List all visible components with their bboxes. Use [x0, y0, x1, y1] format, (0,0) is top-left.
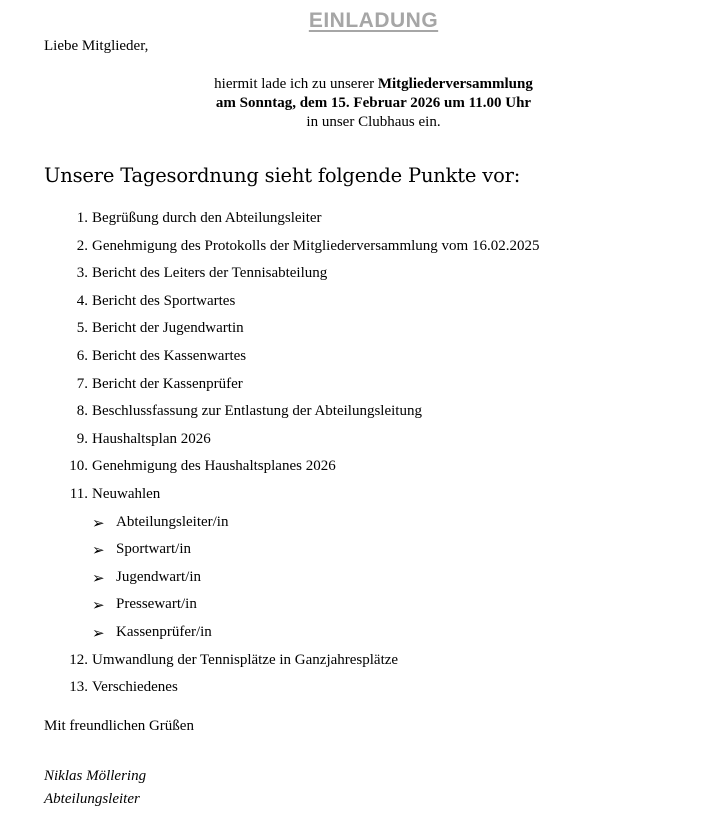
- agenda-item-text: Bericht der Kassenprüfer: [92, 375, 243, 392]
- agenda-item-number: 6.: [76, 348, 88, 364]
- agenda-heading: Unsere Tagesordnung sieht folgende Punkte vor:: [44, 164, 521, 187]
- signature-name: Niklas Möllering: [44, 768, 147, 784]
- closing: Mit freundlichen Grüßen: [44, 718, 194, 734]
- agenda-item-text: Bericht des Sportwartes: [92, 292, 236, 309]
- agenda-item-number: 5.: [76, 320, 88, 337]
- intro-line-1: [0, 75, 707, 94]
- agenda-item-text: Bericht des Leiters der Tennisabteilung: [92, 265, 328, 282]
- agenda-item-text: Genehmigung des Protokolls der Mitgliederversammlung vom 16.02.2025: [92, 237, 540, 254]
- arrow-bullet-icon: ➢: [92, 598, 105, 615]
- agenda-subitem-text: Jugendwart/in: [116, 568, 201, 585]
- agenda-item-number: 4.: [76, 292, 88, 309]
- arrow-bullet-icon: ➢: [92, 570, 105, 587]
- agenda-item-text: Haushaltsplan 2026: [92, 430, 211, 447]
- intro-plain: hiermit lade ich zu unserer: [214, 76, 378, 92]
- agenda-item-text: Beschlussfassung zur Entlastung der Abteilungsleitung: [92, 403, 422, 420]
- agenda-item-text: Begrüßung durch den Abteilungsleiter: [92, 210, 322, 226]
- agenda-subitem-text: Kassenprüfer/in: [116, 624, 212, 640]
- agenda-item-text: Genehmigung des Haushaltsplanes 2026: [92, 458, 336, 475]
- invitation-intro: [0, 75, 707, 132]
- agenda-item-text: Bericht der Jugendwartin: [92, 320, 244, 337]
- agenda-item-number: 11.: [69, 486, 88, 502]
- agenda-item-number: 8.: [76, 403, 88, 420]
- document-title: [0, 9, 707, 33]
- agenda-item-text: Umwandlung der Tennisplätze in Ganzjahresplätze: [92, 651, 399, 668]
- arrow-bullet-icon: ➢: [92, 626, 105, 642]
- agenda-item-number: 3.: [76, 265, 88, 282]
- agenda-subitem-text: Abteilungsleiter/in: [116, 513, 229, 530]
- title-text: EINLADUNG: [308, 9, 439, 32]
- agenda-subitem-text: Sportwart/in: [116, 541, 191, 558]
- signature-role: Abteilungsleiter: [44, 791, 140, 807]
- agenda-subitem-text: Pressewart/in: [116, 596, 197, 613]
- arrow-bullet-icon: ➢: [92, 543, 105, 560]
- agenda-item-number: 12.: [69, 651, 88, 668]
- agenda-item-text: Bericht des Kassenwartes: [92, 348, 247, 364]
- agenda-item-number: 9.: [76, 430, 88, 447]
- greeting: Liebe Mitglieder,: [44, 38, 149, 54]
- intro-date-time: am Sonntag, dem 15. Februar 2026 um 11.00 Uhr: [215, 95, 532, 111]
- agenda-item-number: 7.: [76, 375, 88, 392]
- agenda-item-number: 2.: [76, 237, 88, 254]
- agenda-item-text: Verschiedenes: [92, 679, 178, 696]
- agenda-item-text: Neuwahlen: [92, 486, 161, 502]
- intro-event-name: Mitgliederversammlung: [377, 76, 533, 92]
- arrow-bullet-icon: ➢: [92, 515, 105, 532]
- agenda-item-number: 1.: [76, 210, 88, 226]
- intro-line-3: in unser Clubhaus ein.: [306, 114, 441, 130]
- intro-line-2: [0, 94, 707, 113]
- agenda-item-number: 13.: [69, 679, 88, 696]
- agenda-item-number: 10.: [69, 458, 88, 475]
